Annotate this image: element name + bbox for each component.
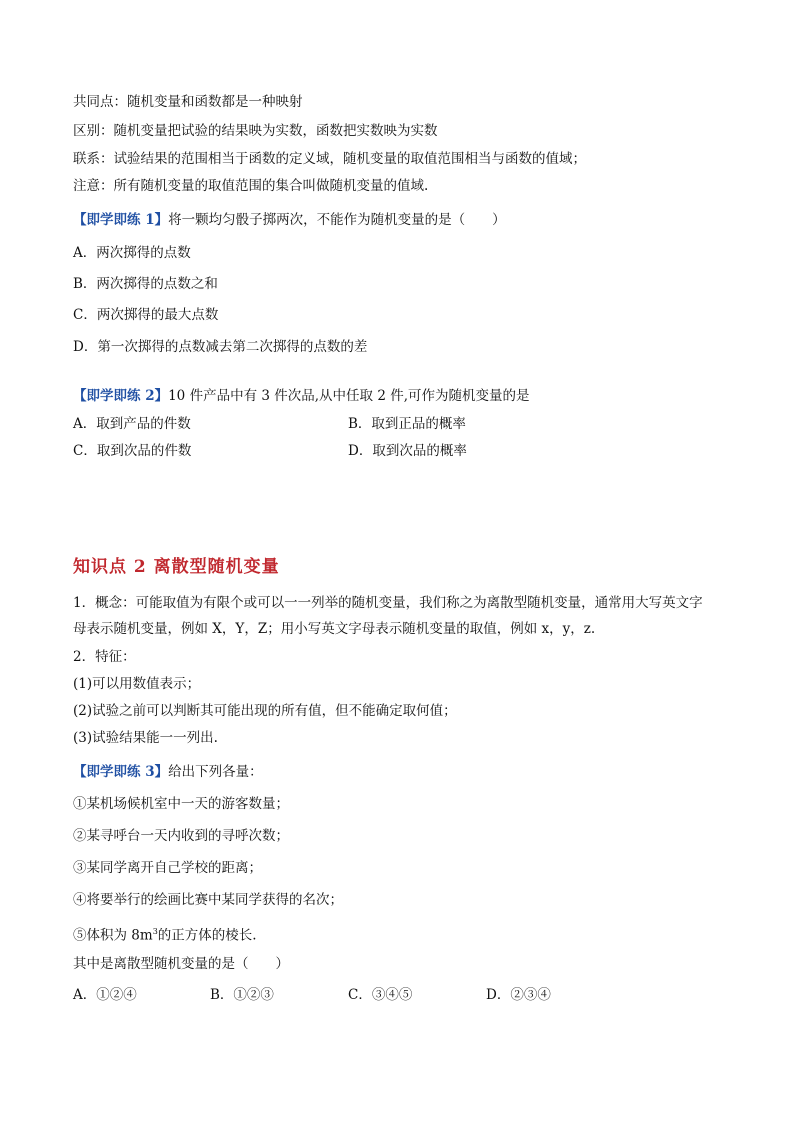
exercise2-text: 10 件产品中有 3 件次品,从中任取 2 件,可作为随机变量的是 — [168, 388, 530, 404]
exercise3-option-c: C．③④⑤ — [348, 987, 413, 1003]
item5-sup: 3 — [152, 927, 158, 936]
exercise3-question — [73, 763, 263, 781]
exercise2-option-b: B．取到正品的概率 — [348, 416, 466, 432]
exercise1-option-b: B．两次掷得的点数之和 — [73, 276, 218, 292]
exercise2-question — [73, 387, 530, 405]
exercise1-option-a: A．两次掷得的点数 — [73, 245, 191, 261]
feature-3: (3)试验结果能一一列出. — [73, 730, 218, 746]
feature-2: (2)试验之前可以判断其可能出现的所有值，但不能确定取何值； — [73, 703, 457, 719]
feature-1: (1)可以用数值表示； — [73, 676, 201, 692]
exercise3-item-1: ①某机场候机室中一天的游客数量； — [73, 796, 289, 812]
exercise1-tag: 【即学即练 1】 — [73, 212, 169, 228]
concept-line-1: 1．概念：可能取值为有限个或可以一一列举的随机变量，我们称之为离散型随机变量，通常用大写英文字 — [73, 595, 703, 611]
concept-line-2: 母表示随机变量，例如 X，Y，Z；用小写英文字母表示随机变量的取值，例如 x，y，z. — [73, 621, 596, 637]
exercise1-option-c: C．两次掷得的最大点数 — [73, 307, 219, 323]
item5-prefix: ⑤体积为 8 — [73, 927, 140, 944]
exercise2-tag: 【即学即练 2】 — [73, 388, 169, 404]
text-note: 注意：所有随机变量的取值范围的集合叫做随机变量的值域. — [73, 178, 429, 194]
exercise2-option-c: C．取到次品的件数 — [73, 443, 192, 459]
text-relation: 联系：试验结果的范围相当于函数的定义域，随机变量的取值范围相当与函数的值域； — [73, 151, 586, 167]
exercise3-prompt: 其中是离散型随机变量的是（ ） — [73, 956, 289, 972]
exercise3-text: 给出下列各量： — [168, 764, 263, 780]
text-common-point: 共同点：随机变量和函数都是一种映射 — [73, 94, 303, 110]
exercise2-option-a: A．取到产品的件数 — [73, 416, 191, 432]
section-heading: 知识点 2 离散型随机变量 — [73, 557, 280, 577]
exercise3-item-2: ②某寻呼台一天内收到的寻呼次数； — [73, 828, 289, 844]
exercise1-question — [73, 211, 506, 229]
exercise3-option-d: D．②③④ — [486, 987, 551, 1003]
exercise3-item-4: ④将要举行的绘画比赛中某同学获得的名次； — [73, 892, 343, 908]
item5-unit: m — [139, 927, 153, 944]
exercise1-text: 将一颗均匀骰子掷两次，不能作为随机变量的是（ ） — [168, 212, 506, 228]
exercise3-option-b: B．①②③ — [210, 987, 274, 1003]
feature-title: 2．特征： — [73, 649, 136, 665]
exercise1-option-d: D．第一次掷得的点数减去第二次掷得的点数的差 — [73, 339, 368, 355]
exercise2-option-d: D．取到次品的概率 — [348, 443, 467, 459]
exercise3-option-a: A．①②④ — [73, 987, 137, 1003]
item5-suffix: 的正方体的棱长. — [157, 927, 257, 944]
exercise3-item-5 — [73, 923, 257, 945]
exercise3-tag: 【即学即练 3】 — [73, 764, 169, 780]
text-difference: 区别：随机变量把试验的结果映为实数，函数把实数映为实数 — [73, 123, 438, 139]
exercise3-item-3: ③某同学离开自己学校的距离； — [73, 860, 262, 876]
